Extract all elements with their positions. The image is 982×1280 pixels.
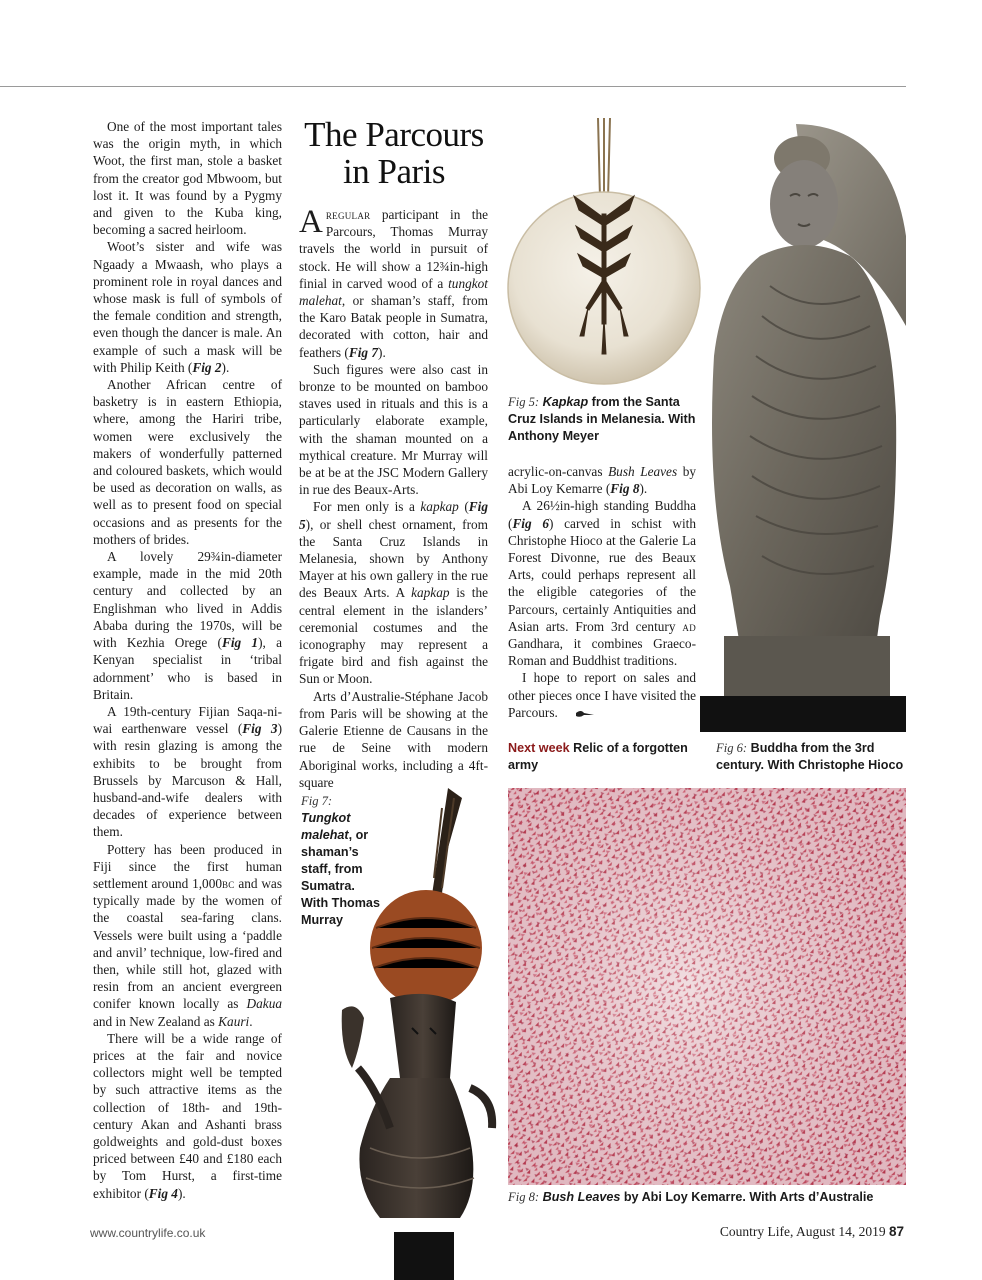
paragraph: Such figures were also cast in bronze to be mounted on bamboo staves used in rituals and this is a particularly elaborate example, with the shaman mounted on a mythical creature. Mr Murray will be at be at the JSC Modern Gallery in rue des Beaux-Arts. bbox=[299, 361, 488, 498]
caption-fig5: Fig 5: Kapkap from the Santa Cruz Islands in Melanesia. With Anthony Meyer bbox=[508, 395, 696, 443]
fig-ref: Fig 1 bbox=[221, 635, 259, 651]
bush-leaves-painting bbox=[508, 788, 906, 1185]
fig-ref: Fig 2 bbox=[192, 359, 222, 375]
paragraph: Woot’s sister and wife was Ngaady a Mwaash, who plays a prominent role in royal dances and whose mask is full of symbols of the female condition and strength, even though the dancer is male. An example of such a mask will be with Philip Keith (Fig 2). bbox=[93, 239, 282, 375]
fig-ref: Fig 4 bbox=[148, 1185, 178, 1201]
article-column-1 bbox=[93, 118, 282, 1202]
paragraph: A 19th-century Fijian Saqa-ni-wai earthenware vessel (Fig 3) with resin glazing is among the exhibits to be brought from Brussels by Marcuson & Hall, husband-and-wife dealers with decades of experience between them. bbox=[93, 703, 282, 840]
next-week-teaser: Next week Relic of a forgotten army bbox=[508, 741, 688, 772]
page-number: 87 bbox=[888, 1224, 904, 1239]
drop-cap: A bbox=[299, 204, 323, 240]
buddha-image bbox=[700, 116, 906, 732]
fig-ref: Fig 3 bbox=[242, 721, 278, 737]
headline: The Parcours in Paris bbox=[304, 115, 484, 191]
paragraph: I hope to report on sales and other pieces once I have visited the Parcours. bbox=[508, 669, 696, 722]
article-column-2 bbox=[299, 206, 488, 791]
article-column-3 bbox=[508, 463, 696, 722]
tungkot-malehat-image bbox=[330, 788, 498, 1280]
paragraph: A 26½in-high standing Buddha (Fig 6) carved in schist with Christophe Hioco at the Galerie La Forest Divonne, rue des Beaux Arts, could perhaps represent all the eligible categories of the Parcours, certainly Antiquities and Asian arts. From 3rd century ad Gandhara, it combines Graeco-Roman and Buddhist traditions. bbox=[508, 498, 696, 669]
footer-website: www.countrylife.co.uk bbox=[90, 1226, 206, 1240]
paragraph: Aregular participant in the Parcours, Thomas Murray travels the world in pursuit of stock. He will show a 12¾in-high finial in carved wood of a tungkot malehat, or shaman’s staff, from the Karo Batak people in Sumatra, decorated with cotton, hair and feathers (Fig 7). bbox=[299, 204, 488, 360]
caption-fig7: Fig 7: Tungkot malehat, or shaman’s staff, from Sumatra. With Thomas Murray bbox=[301, 794, 380, 927]
fig-ref: Fig 8 bbox=[610, 481, 640, 497]
paragraph: There will be a wide range of prices at the fair and novice collectors might well be tempted by such attractive items as the collection of 18th- and 19th-century Akan and Ashanti brass goldweights and gold-dust boxes priced between £40 and £180 each by Tom Hurst, a first-time exhibitor (Fig 4). bbox=[93, 1030, 282, 1201]
paragraph: Pottery has been produced in Fiji since the first human settlement around 1,000bc and was typically made by the women of the coastal sea-faring clans. Vessels were built using a ‘paddle and anvil’ technique, low-fired and then, while still hot, glazed with resin from an ancient evergreen conifer known locally as Dakua and in New Zealand as Kauri. bbox=[93, 841, 282, 1029]
paragraph: For men only is a kapkap (Fig 5), or shell chest ornament, from the Santa Cruz Islands in Melanesia, shown by Anthony Mayer at his own gallery in the rue des Beaux Arts. A kapkap is the central element in the islanders’ ceremonial costumes and the iconography may represent a frigate bird and fish against the Sun or Moon. bbox=[299, 499, 488, 687]
footer-issue: Country Life, August 14, 2019 87 bbox=[719, 1224, 904, 1239]
kapkap-image bbox=[504, 118, 704, 390]
fig-ref: Fig 7 bbox=[348, 344, 379, 360]
paragraph: Another African centre of basketry is in eastern Ethiopia, where, among the Hariri tribe, women were exclusively the makers of wonderfully patterned and coloured baskets, which would be used as decoration on walls, as well as to present food on special occasions and as presents for the mothers of brides. bbox=[93, 377, 282, 547]
paragraph: Arts d’Australie-Stéphane Jacob from Paris will be showing at the Galerie Etienne de Causans in the rue de Seine with modern Aboriginal works, including a 4ft-square bbox=[299, 688, 488, 790]
fig-ref: Fig 6 bbox=[512, 515, 550, 531]
paragraph: acrylic-on-canvas Bush Leaves by Abi Loy Kemarre (Fig 8). bbox=[508, 464, 696, 497]
caption-fig6: Fig 6: Buddha from the 3rd century. With Christophe Hioco bbox=[716, 741, 904, 772]
paragraph: A lovely 29¾in-diameter example, made in the mid 20th century and collected by an Englishman who lived in Addis Ababa during the 1970s, will be with Kezhia Orege (Fig 1), a Kenyan specialist in ‘tribal adornment’ who is based in Britain. bbox=[93, 549, 283, 702]
paragraph: One of the most important tales was the origin myth, in which Woot, the first man, stole a basket from the creator god Mbwoom, but lost it. It was found by a Pygmy and given to the Kuba king, becoming a sacred heirloom. bbox=[93, 119, 282, 238]
header-rule bbox=[0, 86, 906, 87]
end-mark-icon bbox=[561, 705, 595, 722]
caption-fig8: Fig 8: Bush Leaves by Abi Loy Kemarre. With Arts d’Australie bbox=[508, 1190, 874, 1204]
fig-ref: Fig 5 bbox=[299, 499, 488, 532]
